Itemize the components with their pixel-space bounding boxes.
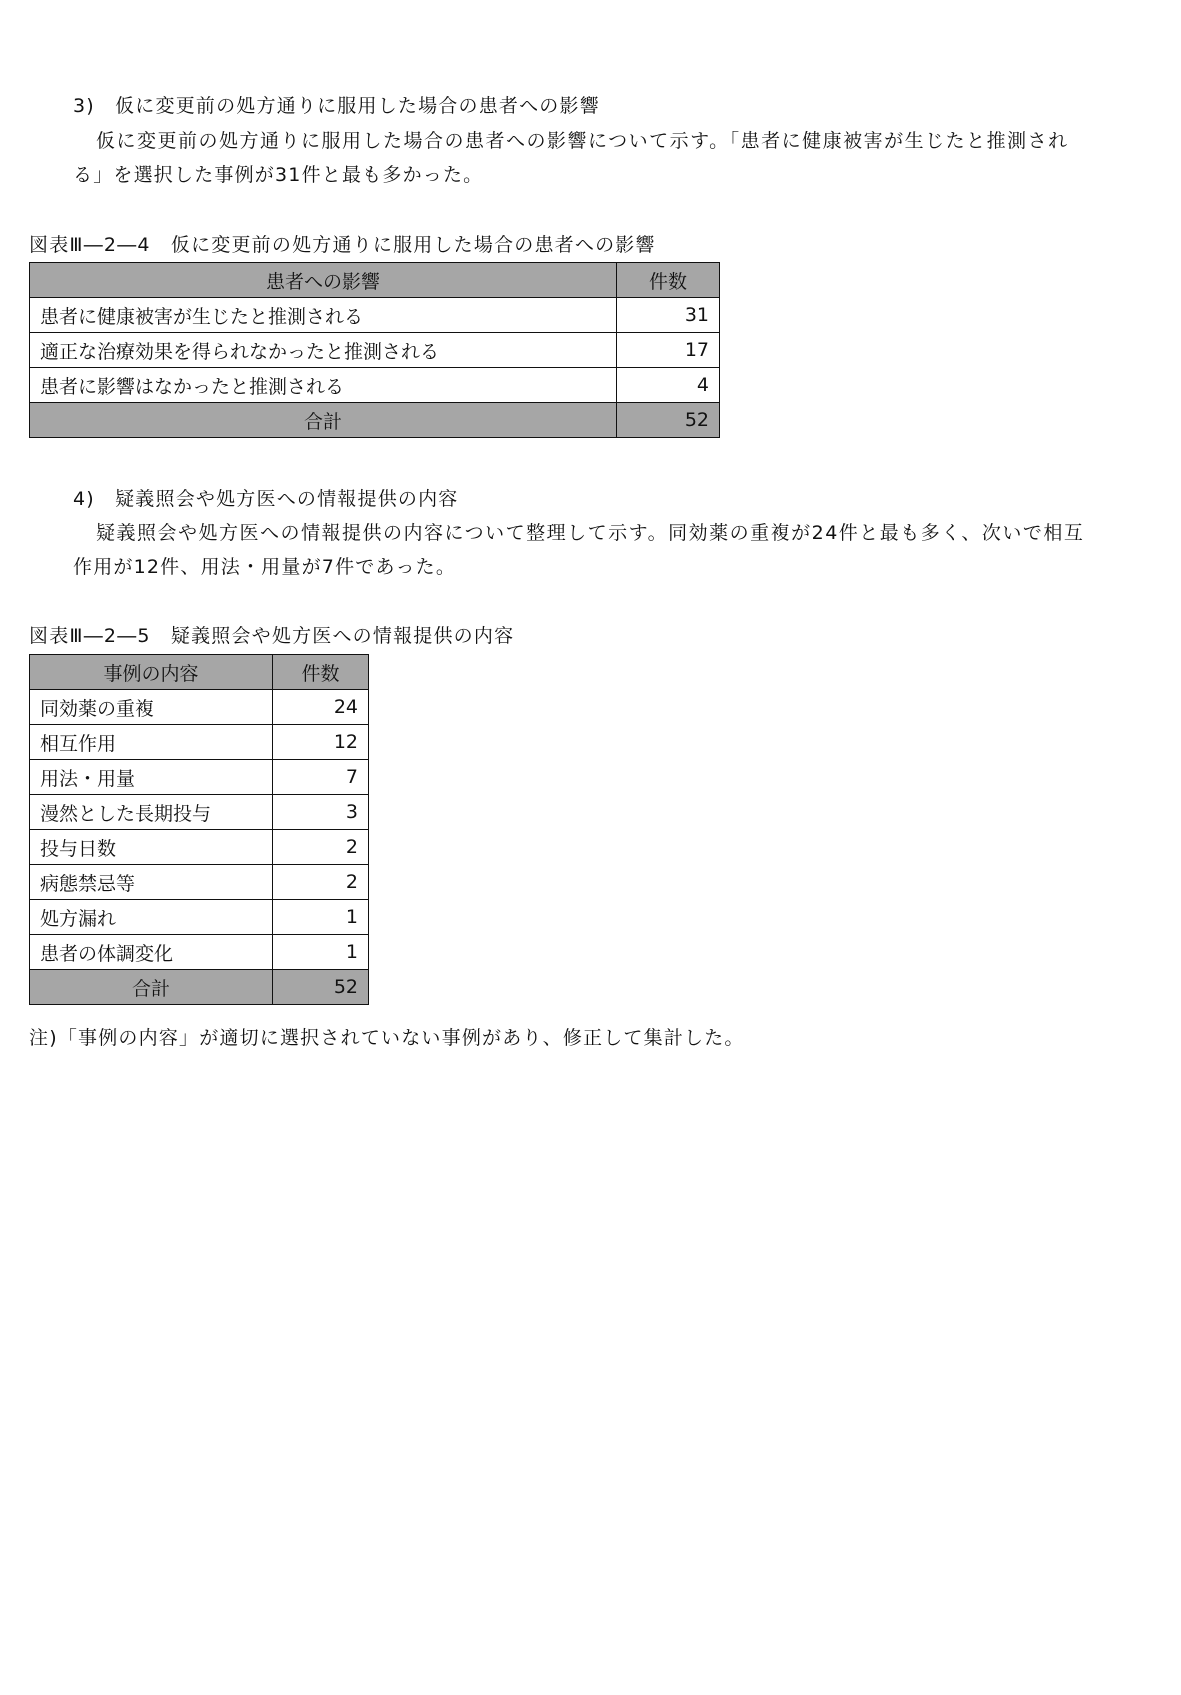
table-row (30, 865, 369, 900)
table4-caption: 図表Ⅲ―2―4 仮に変更前の処方通りに服用した場合の患者への影響 (29, 234, 656, 256)
table4-total-label: 合計 (30, 403, 617, 438)
table5-row-count: 2 (273, 830, 369, 865)
section4-heading: 4) 疑義照会や処方医への情報提供の内容 (73, 488, 459, 510)
table5-row-label: 病態禁忌等 (30, 865, 273, 900)
table4-row-count: 17 (617, 333, 720, 368)
table-row (30, 298, 720, 333)
table4-row-count: 31 (617, 298, 720, 333)
table5-row-count: 3 (273, 795, 369, 830)
table5-row-count: 1 (273, 935, 369, 970)
table5-row-label: 処方漏れ (30, 900, 273, 935)
table5-row-label: 漫然とした長期投与 (30, 795, 273, 830)
section3-heading: 3) 仮に変更前の処方通りに服用した場合の患者への影響 (73, 95, 600, 117)
table5-header-row (30, 655, 369, 690)
table5-inquiry-content (29, 654, 369, 1005)
table5-header-content: 事例の内容 (30, 655, 273, 690)
table5-row-label: 用法・用量 (30, 760, 273, 795)
table5-header-count: 件数 (273, 655, 369, 690)
table4-row-label: 患者に健康被害が生じたと推測される (30, 298, 617, 333)
table5-row-label: 相互作用 (30, 725, 273, 760)
section4-paragraph-line1: 疑義照会や処方医への情報提供の内容について整理して示す。同効薬の重複が24件と最も多く、次いで相互 (96, 522, 1085, 544)
table5-row-label: 投与日数 (30, 830, 273, 865)
table4-total-row (30, 403, 720, 438)
table5-row-label: 同効薬の重複 (30, 690, 273, 725)
table-row (30, 333, 720, 368)
table4-row-count: 4 (617, 368, 720, 403)
table4-row-label: 適正な治療効果を得られなかったと推測される (30, 333, 617, 368)
table-row (30, 795, 369, 830)
table-row (30, 760, 369, 795)
table5-row-count: 12 (273, 725, 369, 760)
table-row (30, 935, 369, 970)
table5-row-count: 2 (273, 865, 369, 900)
table-row (30, 690, 369, 725)
table4-patient-impact (29, 262, 720, 438)
table-row (30, 368, 720, 403)
table5-row-count: 24 (273, 690, 369, 725)
table4-header-impact: 患者への影響 (30, 263, 617, 298)
table5-total-row (30, 970, 369, 1005)
section3-paragraph-line1: 仮に変更前の処方通りに服用した場合の患者への影響について示す。「患者に健康被害が生じたと推測され (96, 130, 1069, 152)
section3-paragraph-line2: る」を選択した事例が31件と最も多かった。 (73, 164, 484, 186)
table5-row-count: 7 (273, 760, 369, 795)
table-row (30, 830, 369, 865)
table5-caption: 図表Ⅲ―2―5 疑義照会や処方医への情報提供の内容 (29, 625, 515, 647)
table4-row-label: 患者に影響はなかったと推測される (30, 368, 617, 403)
table-row (30, 725, 369, 760)
table5-row-label: 患者の体調変化 (30, 935, 273, 970)
table5-row-count: 1 (273, 900, 369, 935)
table-row (30, 900, 369, 935)
table5-total-count: 52 (273, 970, 369, 1005)
table5-note: 注)「事例の内容」が適切に選択されていない事例があり、修正して集計した。 (29, 1027, 745, 1049)
table4-header-row (30, 263, 720, 298)
section4-paragraph-line2: 作用が12件、用法・用量が7件であった。 (73, 556, 457, 578)
table4-header-count: 件数 (617, 263, 720, 298)
table4-total-count: 52 (617, 403, 720, 438)
table5-total-label: 合計 (30, 970, 273, 1005)
